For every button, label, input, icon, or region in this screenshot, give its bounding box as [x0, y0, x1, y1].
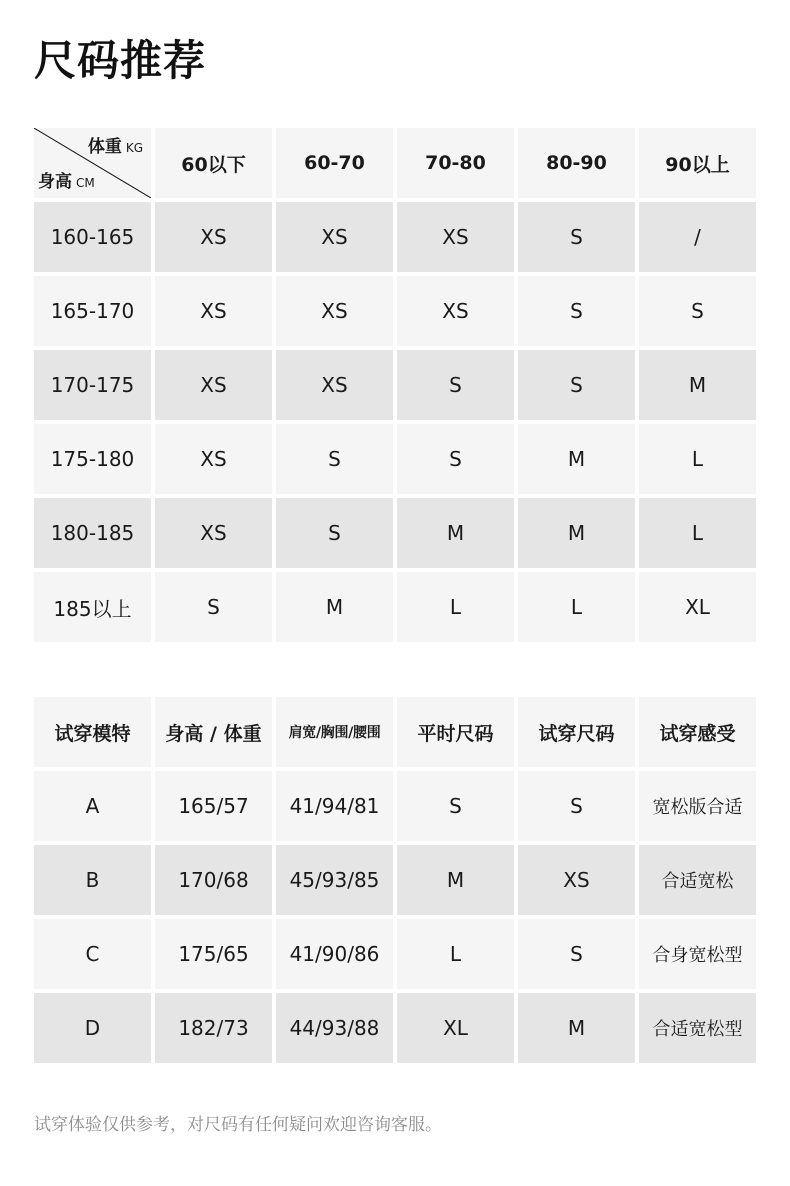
- size-cell: M: [276, 572, 393, 642]
- height-axis-label: [38, 167, 95, 192]
- size-cell: XS: [155, 498, 272, 568]
- height-range-cell: 185以上: [34, 572, 151, 642]
- model-measurements-cell: 45/93/85: [276, 845, 393, 915]
- table-corner-header: [34, 128, 151, 198]
- weight-column-header: 80-90: [518, 128, 635, 198]
- model-usual-size-cell: S: [397, 771, 514, 841]
- model-feeling-cell: 宽松版合适: [639, 771, 756, 841]
- size-cell: M: [518, 424, 635, 494]
- model-id-cell: C: [34, 919, 151, 989]
- model-tried-size-cell: S: [518, 919, 635, 989]
- size-cell: XS: [155, 350, 272, 420]
- model-tried-size-cell: XS: [518, 845, 635, 915]
- size-cell: /: [639, 202, 756, 272]
- model-height-weight-cell: 170/68: [155, 845, 272, 915]
- weight-label: 体重: [87, 137, 122, 157]
- size-cell: XS: [276, 202, 393, 272]
- size-cell: L: [397, 572, 514, 642]
- height-label: 身高: [38, 172, 72, 192]
- size-cell: XL: [639, 572, 756, 642]
- footnote: 试穿体验仅供参考，对尺码有任何疑问欢迎咨询客服。: [34, 1115, 442, 1135]
- size-cell: S: [276, 424, 393, 494]
- model-column-header: 试穿感受: [639, 697, 756, 767]
- height-range-cell: 175-180: [34, 424, 151, 494]
- size-cell: XS: [155, 276, 272, 346]
- model-column-header: 肩宽/胸围/腰围: [276, 697, 393, 767]
- model-height-weight-cell: 175/65: [155, 919, 272, 989]
- model-id-cell: A: [34, 771, 151, 841]
- weight-column-header: 70-80: [397, 128, 514, 198]
- size-cell: XS: [155, 202, 272, 272]
- model-tried-size-cell: S: [518, 771, 635, 841]
- size-cell: M: [639, 350, 756, 420]
- weight-column-header: 60以下: [155, 128, 272, 198]
- page-title: 尺码推荐: [34, 36, 207, 85]
- height-range-cell: 160-165: [34, 202, 151, 272]
- size-cell: M: [518, 498, 635, 568]
- weight-column-header: 60-70: [276, 128, 393, 198]
- model-tryon-table: [34, 697, 756, 1063]
- size-cell: M: [397, 498, 514, 568]
- size-cell: S: [518, 276, 635, 346]
- model-feeling-cell: 合适宽松: [639, 845, 756, 915]
- model-measurements-cell: 41/90/86: [276, 919, 393, 989]
- model-height-weight-cell: 182/73: [155, 993, 272, 1063]
- height-range-cell: 170-175: [34, 350, 151, 420]
- model-tried-size-cell: M: [518, 993, 635, 1063]
- model-column-header: 身高 / 体重: [155, 697, 272, 767]
- size-cell: XS: [276, 350, 393, 420]
- weight-axis-label: [88, 132, 143, 157]
- size-cell: XS: [155, 424, 272, 494]
- size-cell: S: [518, 350, 635, 420]
- size-cell: L: [518, 572, 635, 642]
- size-cell: L: [639, 498, 756, 568]
- size-recommendation-table: [34, 128, 756, 642]
- model-feeling-cell: 合适宽松型: [639, 993, 756, 1063]
- model-height-weight-cell: 165/57: [155, 771, 272, 841]
- model-id-cell: D: [34, 993, 151, 1063]
- model-measurements-cell: 41/94/81: [276, 771, 393, 841]
- model-column-header: 试穿模特: [34, 697, 151, 767]
- height-range-cell: 180-185: [34, 498, 151, 568]
- model-measurements-cell: 44/93/88: [276, 993, 393, 1063]
- size-cell: S: [518, 202, 635, 272]
- size-cell: XS: [397, 276, 514, 346]
- model-feeling-cell: 合身宽松型: [639, 919, 756, 989]
- weight-unit: KG: [125, 141, 143, 155]
- size-cell: S: [155, 572, 272, 642]
- model-id-cell: B: [34, 845, 151, 915]
- size-cell: L: [639, 424, 756, 494]
- size-cell: XS: [397, 202, 514, 272]
- height-unit: CM: [76, 176, 95, 190]
- weight-column-header: 90以上: [639, 128, 756, 198]
- model-usual-size-cell: XL: [397, 993, 514, 1063]
- size-cell: S: [276, 498, 393, 568]
- model-usual-size-cell: M: [397, 845, 514, 915]
- model-column-header: 平时尺码: [397, 697, 514, 767]
- size-cell: XS: [276, 276, 393, 346]
- size-cell: S: [639, 276, 756, 346]
- height-range-cell: 165-170: [34, 276, 151, 346]
- model-usual-size-cell: L: [397, 919, 514, 989]
- size-cell: S: [397, 424, 514, 494]
- model-column-header: 试穿尺码: [518, 697, 635, 767]
- size-cell: S: [397, 350, 514, 420]
